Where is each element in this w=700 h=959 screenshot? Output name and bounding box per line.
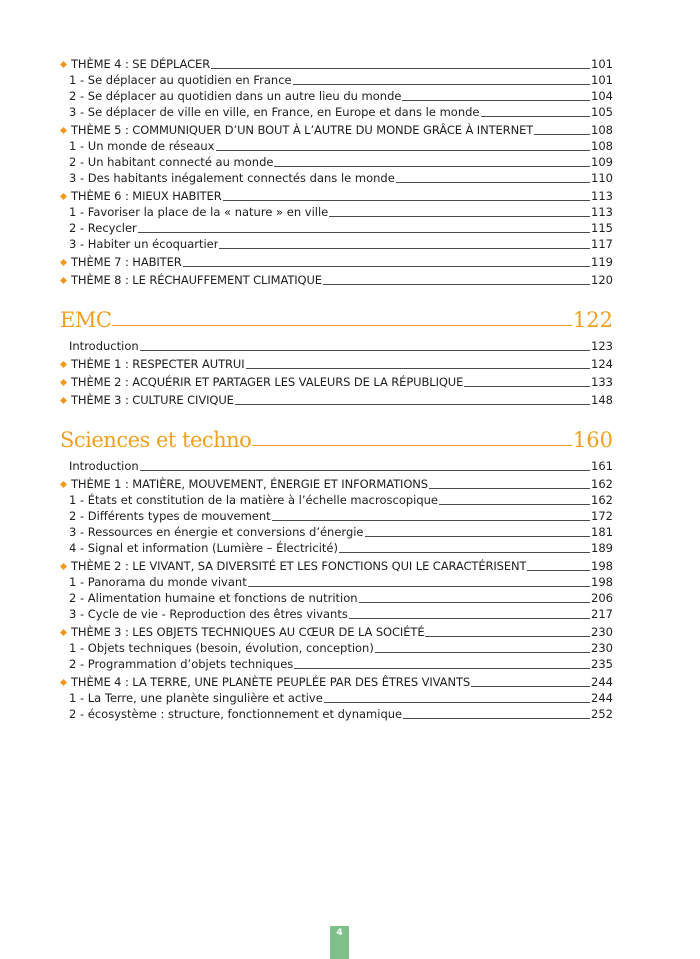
dot-leader (216, 150, 591, 151)
entry-page: 105 (591, 105, 613, 119)
entry-title: THÈME 2 : LE VIVANT, SA DIVERSITÉ ET LES FONCTIONS QUI LE CARACTÉRISENT (71, 559, 527, 573)
dot-leader (339, 552, 590, 553)
entry-title: 1 - Panorama du monde vivant (69, 575, 247, 589)
entry-title: 2 - Un habitant connecté au monde (69, 155, 274, 169)
toc-sub-entry[interactable] (60, 574, 613, 590)
toc-sub-entry[interactable] (60, 524, 613, 540)
section-heading-emc[interactable] (60, 302, 613, 332)
toc-sub-entry[interactable] (60, 170, 613, 186)
entry-title: THÈME 7 : HABITER (71, 255, 182, 269)
dot-leader (140, 350, 590, 351)
toc-sub-entry[interactable] (60, 492, 613, 508)
dot-leader (429, 488, 590, 489)
dot-leader (323, 284, 590, 285)
sciences-block (60, 458, 613, 722)
dot-leader (293, 84, 590, 85)
toc-intro-entry[interactable] (60, 458, 613, 474)
page-number-tab (330, 926, 349, 959)
toc-sub-entry[interactable] (60, 590, 613, 606)
entry-page: 162 (591, 493, 613, 507)
diamond-bullet-icon (60, 379, 67, 386)
entry-title: 2 - Se déplacer au quotidien dans un autre lieu du monde (69, 89, 402, 103)
toc-theme-entry[interactable] (60, 56, 613, 72)
toc-sub-entry[interactable] (60, 508, 613, 524)
entry-title: 2 - Recycler (69, 221, 137, 235)
entry-page: 244 (591, 691, 613, 705)
entry-title: 3 - Habiter un écoquartier (69, 237, 219, 251)
dot-leader (471, 686, 590, 687)
entry-page: 123 (591, 339, 613, 353)
section-title: EMC (60, 308, 112, 332)
toc-sub-entry[interactable] (60, 540, 613, 556)
toc-theme-entry[interactable] (60, 476, 613, 492)
entry-page: 244 (591, 675, 613, 689)
toc-sub-entry[interactable] (60, 72, 613, 88)
entry-page: 148 (591, 393, 613, 407)
toc-theme-entry[interactable] (60, 374, 613, 390)
section-heading-sciences[interactable] (60, 422, 613, 452)
toc-theme-entry[interactable] (60, 122, 613, 138)
diamond-bullet-icon (60, 397, 67, 404)
entry-title: Introduction (69, 459, 139, 473)
entry-title: 1 - États et constitution de la matière à l’échelle macroscopique (69, 493, 439, 507)
entry-page: 252 (591, 707, 613, 721)
entry-page: 108 (591, 123, 613, 137)
dot-leader (219, 248, 590, 249)
geo-block (60, 56, 613, 288)
entry-title: 4 - Signal et information (Lumière – Électricité) (69, 541, 338, 555)
dot-leader (375, 652, 590, 653)
entry-title: THÈME 1 : RESPECTER AUTRUI (71, 357, 245, 371)
diamond-bullet-icon (60, 127, 67, 134)
toc-theme-entry[interactable] (60, 272, 613, 288)
entry-page: 115 (591, 221, 613, 235)
entry-page: 104 (591, 89, 613, 103)
entry-page: 189 (591, 541, 613, 555)
toc-theme-entry[interactable] (60, 392, 613, 408)
entry-page: 235 (591, 657, 613, 671)
entry-title: THÈME 1 : MATIÈRE, MOUVEMENT, ÉNERGIE ET INFORMATIONS (71, 477, 428, 491)
entry-page: 124 (591, 357, 613, 371)
toc-sub-entry[interactable] (60, 656, 613, 672)
emc-block (60, 338, 613, 408)
entry-page: 108 (591, 139, 613, 153)
entry-page: 117 (591, 237, 613, 251)
diamond-bullet-icon (60, 193, 67, 200)
dot-leader (183, 266, 590, 267)
entry-page: 110 (591, 171, 613, 185)
section-title: Sciences et techno (60, 428, 252, 452)
dot-leader (294, 668, 590, 669)
entry-title: 2 - écosystème : structure, fonctionnement et dynamique (69, 707, 403, 721)
toc-sub-entry[interactable] (60, 88, 613, 104)
dot-leader (138, 232, 590, 233)
diamond-bullet-icon (60, 277, 67, 284)
entry-title: 1 - Un monde de réseaux (69, 139, 215, 153)
dot-leader (481, 116, 591, 117)
entry-title: 3 - Cycle de vie - Reproduction des êtres vivants (69, 607, 348, 621)
dot-leader (402, 100, 590, 101)
entry-title: 1 - Objets techniques (besoin, évolution, conception) (69, 641, 374, 655)
toc-theme-entry[interactable] (60, 624, 613, 640)
entry-title: THÈME 6 : MIEUX HABITER (71, 189, 222, 203)
entry-page: 217 (591, 607, 613, 621)
dot-leader (248, 586, 590, 587)
entry-page: 113 (591, 189, 613, 203)
table-of-contents (60, 54, 613, 722)
toc-theme-entry[interactable] (60, 188, 613, 204)
toc-sub-entry[interactable] (60, 690, 613, 706)
entry-page: 162 (591, 477, 613, 491)
dot-leader (274, 166, 590, 167)
toc-sub-entry[interactable] (60, 236, 613, 252)
page-number: 4 (336, 928, 343, 938)
section-page: 160 (572, 428, 613, 452)
dot-leader (365, 536, 591, 537)
toc-theme-entry[interactable] (60, 558, 613, 574)
entry-page: 101 (591, 57, 613, 71)
toc-sub-entry[interactable] (60, 606, 613, 622)
toc-theme-entry[interactable] (60, 254, 613, 270)
entry-page: 133 (591, 375, 613, 389)
entry-title: THÈME 3 : CULTURE CIVIQUE (71, 393, 234, 407)
entry-title: THÈME 3 : LES OBJETS TECHNIQUES AU CŒUR DE LA SOCIÉTÉ (71, 625, 425, 639)
toc-intro-entry[interactable] (60, 338, 613, 354)
entry-title: 1 - La Terre, une planète singulière et active (69, 691, 323, 705)
entry-title: 3 - Ressources en énergie et conversions d’énergie (69, 525, 364, 539)
toc-sub-entry[interactable] (60, 204, 613, 220)
entry-page: 230 (591, 641, 613, 655)
dot-leader (464, 386, 590, 387)
diamond-bullet-icon (60, 679, 67, 686)
entry-title: 3 - Se déplacer de ville en ville, en France, en Europe et dans le monde (69, 105, 480, 119)
entry-page: 109 (591, 155, 613, 169)
dot-leader (349, 618, 590, 619)
dot-leader (140, 470, 590, 471)
entry-title: 1 - Favoriser la place de la « nature » en ville (69, 205, 329, 219)
diamond-bullet-icon (60, 629, 67, 636)
entry-title: 1 - Se déplacer au quotidien en France (69, 73, 292, 87)
diamond-bullet-icon (60, 259, 67, 266)
diamond-bullet-icon (60, 481, 67, 488)
dot-leader (211, 68, 590, 69)
dot-leader (252, 445, 572, 446)
entry-page: 113 (591, 205, 613, 219)
entry-page: 206 (591, 591, 613, 605)
entry-title: THÈME 2 : ACQUÉRIR ET PARTAGER LES VALEURS DE LA RÉPUBLIQUE (71, 375, 464, 389)
dot-leader (396, 182, 590, 183)
entry-page: 119 (591, 255, 613, 269)
toc-sub-entry[interactable] (60, 154, 613, 170)
diamond-bullet-icon (60, 361, 67, 368)
entry-title: THÈME 5 : COMMUNIQUER D’UN BOUT À L’AUTRE DU MONDE GRÂCE À INTERNET (71, 123, 534, 137)
entry-page: 230 (591, 625, 613, 639)
entry-title: 2 - Alimentation humaine et fonctions de nutrition (69, 591, 358, 605)
toc-theme-entry[interactable] (60, 674, 613, 690)
entry-page: 120 (591, 273, 613, 287)
toc-sub-entry[interactable] (60, 138, 613, 154)
entry-title: THÈME 8 : LE RÉCHAUFFEMENT CLIMATIQUE (71, 273, 322, 287)
entry-title: THÈME 4 : LA TERRE, UNE PLANÈTE PEUPLÉE PAR DES ÊTRES VIVANTS (71, 675, 471, 689)
dot-leader (246, 368, 591, 369)
toc-sub-entry[interactable] (60, 104, 613, 120)
section-page: 122 (572, 308, 613, 332)
entry-title: Introduction (69, 339, 139, 353)
dot-leader (112, 325, 572, 326)
dot-leader (359, 602, 590, 603)
entry-page: 172 (591, 509, 613, 523)
entry-page: 161 (591, 459, 613, 473)
dot-leader (527, 570, 590, 571)
toc-sub-entry[interactable] (60, 706, 613, 722)
dot-leader (329, 216, 590, 217)
entry-title: 2 - Différents types de mouvement (69, 509, 271, 523)
toc-theme-entry[interactable] (60, 356, 613, 372)
dot-leader (324, 702, 590, 703)
dot-leader (235, 404, 590, 405)
entry-page: 101 (591, 73, 613, 87)
toc-sub-entry[interactable] (60, 640, 613, 656)
entry-page: 198 (591, 575, 613, 589)
dot-leader (403, 718, 590, 719)
dot-leader (534, 134, 590, 135)
dot-leader (223, 200, 590, 201)
entry-page: 181 (591, 525, 613, 539)
entry-title: THÈME 4 : SE DÉPLACER (71, 57, 211, 71)
diamond-bullet-icon (60, 563, 67, 570)
entry-title: 2 - Programmation d’objets techniques (69, 657, 294, 671)
entry-page: 198 (591, 559, 613, 573)
diamond-bullet-icon (60, 61, 67, 68)
dot-leader (272, 520, 590, 521)
dot-leader (439, 504, 590, 505)
dot-leader (425, 636, 590, 637)
entry-title: 3 - Des habitants inégalement connectés dans le monde (69, 171, 395, 185)
toc-sub-entry[interactable] (60, 220, 613, 236)
